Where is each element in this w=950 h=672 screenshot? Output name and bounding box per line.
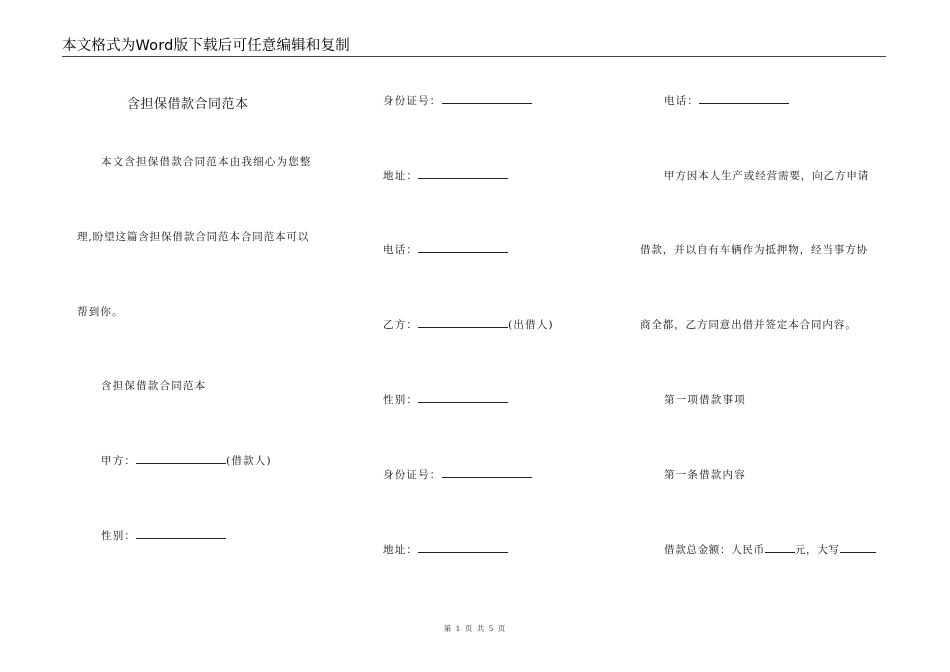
gender-blank (136, 529, 226, 539)
loan-total-label: 借款总金额：人民币 (664, 544, 765, 556)
phone-blank-2 (699, 94, 789, 104)
body-line-2: 借款，并以自有车辆作为抵押物，经当事方协 (640, 244, 868, 256)
body-line-3: 商全都，乙方同意出借并签定本合同内容。 (640, 319, 857, 331)
address-blank-1 (418, 169, 508, 179)
amount-blank (765, 543, 795, 553)
party-b-blank (418, 318, 508, 328)
address-label-2: 地址： (383, 544, 419, 556)
address-label-1: 地址： (383, 170, 419, 182)
phone-label-2: 电话： (664, 95, 700, 107)
party-b-line (383, 317, 554, 332)
gender-line (101, 528, 226, 543)
gender-blank-2 (418, 393, 508, 403)
gender-label-2: 性别： (383, 394, 419, 406)
id-number-line-1 (383, 93, 532, 108)
intro-line-3: 帮到你。 (77, 306, 124, 318)
document-title: 含担保借款合同范本 (127, 97, 249, 112)
id-label-2: 身份证号： (383, 469, 442, 481)
loan-total-mid: 元，大写 (794, 544, 840, 556)
party-a-line (101, 453, 272, 468)
gender-label: 性别： (101, 530, 137, 542)
party-a-role: (借款人) (226, 455, 272, 467)
id-blank-2 (442, 468, 532, 478)
id-blank-1 (442, 94, 532, 104)
section-heading: 第一项借款事项 (664, 394, 746, 406)
address-blank-2 (418, 543, 508, 553)
page-footer: 第 1 页 共 5 页 (443, 624, 507, 633)
address-line-1 (383, 168, 508, 183)
body-line-1: 甲方因本人生产或经营需要，向乙方申请 (664, 170, 870, 182)
loan-total-line (664, 542, 876, 557)
gender-line-2 (383, 392, 508, 407)
intro-line-2: 理,盼望这篇含担保借款合同范本合同范本可以 (77, 231, 310, 243)
phone-line-1 (383, 242, 508, 257)
subtitle: 含担保借款合同范本 (101, 380, 207, 392)
party-b-role: (出借人) (508, 319, 554, 331)
id-number-line-2 (383, 467, 532, 482)
clause-heading: 第一条借款内容 (664, 469, 746, 481)
intro-line-1: 本文含担保借款合同范本由我细心为您整 (101, 156, 312, 168)
party-a-label: 甲方： (101, 455, 137, 467)
party-b-label: 乙方： (383, 319, 419, 331)
id-label-1: 身份证号： (383, 95, 442, 107)
phone-blank-1 (418, 243, 508, 253)
address-line-2 (383, 542, 508, 557)
party-a-blank (136, 454, 226, 464)
phone-label-1: 电话： (383, 244, 419, 256)
phone-line-2 (664, 93, 789, 108)
amount-words-blank (840, 543, 876, 553)
page-header (62, 34, 886, 57)
header-text: 本文格式为Word版下载后可任意编辑和复制 (62, 38, 350, 54)
